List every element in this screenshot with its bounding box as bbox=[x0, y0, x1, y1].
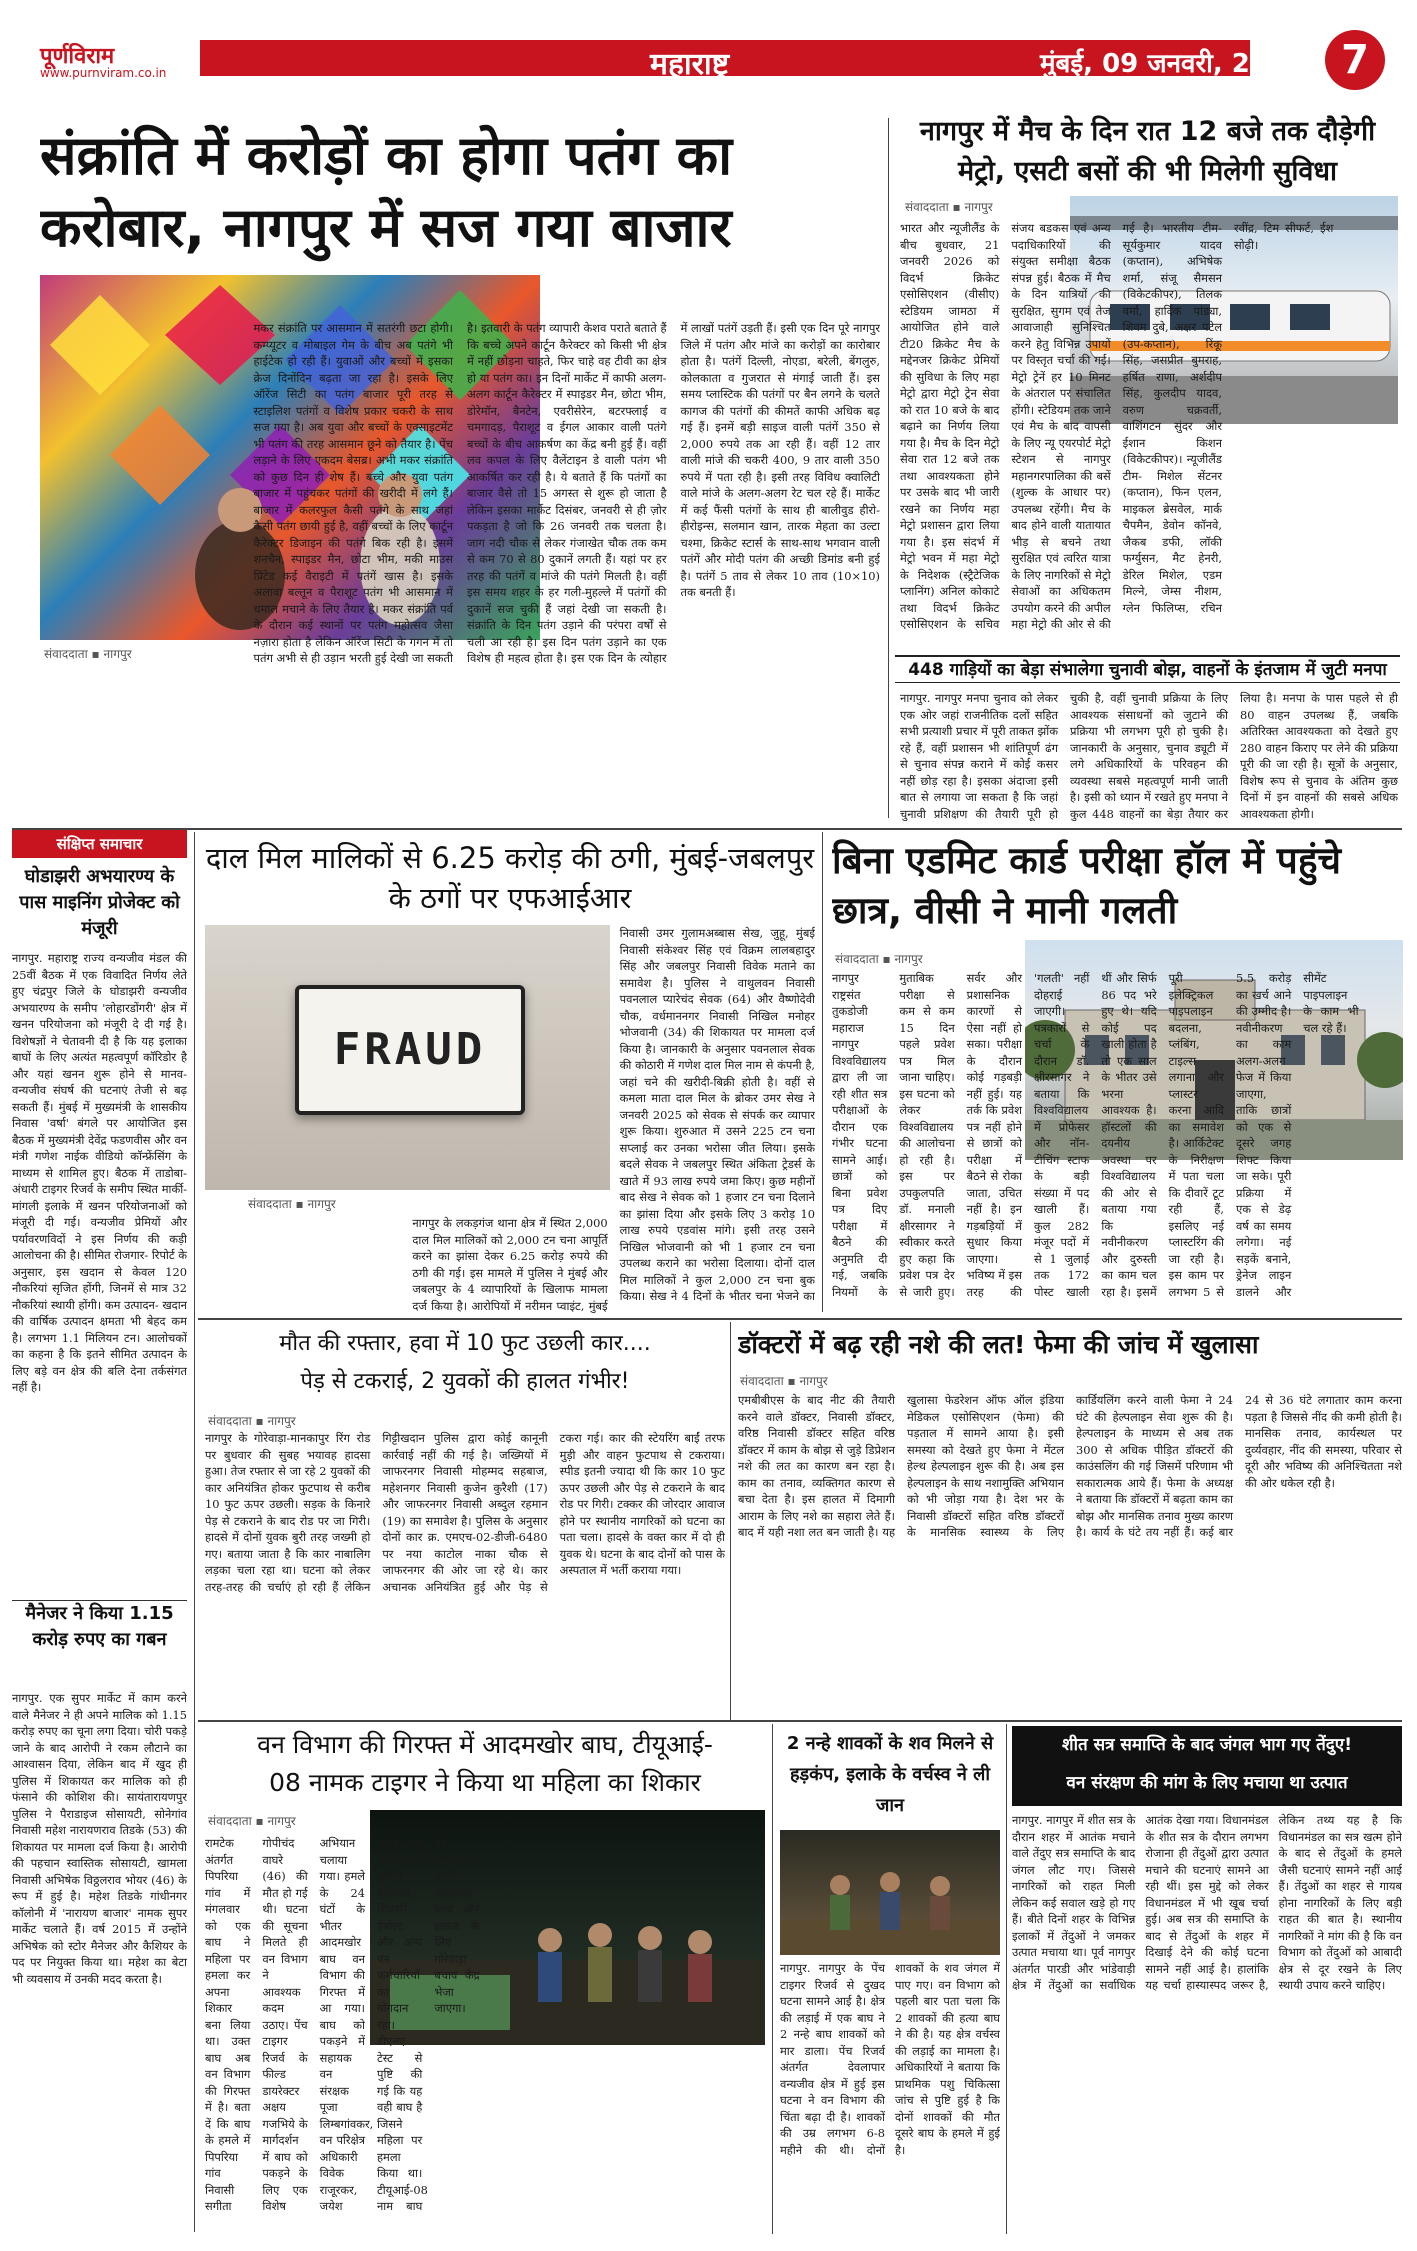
column-rule bbox=[888, 118, 889, 818]
admit-body-wrap bbox=[832, 970, 1402, 1310]
brand-url[interactable]: www.purnviram.co.in bbox=[40, 66, 167, 80]
column-rule-4 bbox=[772, 1724, 773, 2234]
kite-headline-line-1: संक्रांति में करोड़ों का होगा पतंग का bbox=[40, 124, 733, 187]
column-rule-3 bbox=[730, 1322, 731, 1722]
brief-body-1: नागपुर. महाराष्ट्र राज्य वन्यजीव मंडल की 25वीं बैठक में एक विवादित निर्णय लेते हुए चंद्रपुर जिले के घोडाझरी वन्यजीव अभयारण्य के समीप 'लोहारडोंगरी' क्षेत्र में खनन परियोजना को मंजूरी दे दी गई है। विशेषज्ञों ने चेतावनी दी है कि यह इलाका बाघों के लिए अत्यंत महत्वपूर्ण कॉरिडोर है और यहां खनन शुरू होने से मानव-वन्यजीव संघर्ष की घटनाएं तेजी से बढ़ सकती हैं। मुंबई में मुख्यमंत्री के शासकीय निवास 'वर्षा' बंगले पर आयोजित इस बैठक में मुख्यमंत्री देवेंद्र फडणवीस और वन मंत्री गणेश नाईक वीडियो कॉन्फ्रेंसिंग के माध्यम से शामिल हुए। बैठक में ताडोबा-अंधारी टाइगर रिजर्व के समीप स्थित मार्की-मांगली इलाके में खनन परियोजनाओं को मंजूरी दी गई। वन्यजीव प्रेमियों और पर्यावरणविदों ने इस निर्णय की कड़ी आलोचना की है। सीमित रोजगार- रिपोर्ट के अनुसार, इस खदान से केवल 120 नौकरियां सृजित होंगी, जिनमें से मात्र 32 नौकरियां स्थायी होंगी। कम उत्पादन- खदान की वार्षिक उत्पादन क्षमता भी बेहद कम है। लगभग 1.1 मिलियन टन। आलोचकों का कहना है कि इतने सीमित उत्पादन के लिए बड़े वन क्षेत्र की बलि देना तर्कसंगत नहीं है। bbox=[12, 951, 187, 1394]
car-headline-line-2: पेड़ से टकराई, 2 युवकों की हालत गंभीर! bbox=[300, 1369, 630, 1394]
section-rule-2 bbox=[198, 1318, 1402, 1320]
drugs-body: एमबीबीएस के बाद नीट की तैयारी करने वाले डॉक्टर, निवासी डॉक्टर, वरिष्ठ निवासी डॉक्टर सहित वरिष्ठ डॉक्टर में काम के बोझ से जुड़े डिप्रेशन नशे की लत का कारण बन रहा है। काम का तनाव, व्यक्तिगत कारण से बचा देता है। इस हालत में दिमागी आराम के लिए नशे का सहारा लेते हैं। बाद में यही नशा लत बन जाती है। यह खुलासा फेडरेशन ऑफ ऑल इंडिया मेडिकल एसोसिएशन (फेमा) की पड़ताल में सामने आया है। इसी समस्या को देखते हुए फेमा ने मेंटल हेल्थ हेल्पलाइन शुरू की है। अब इस हेल्पलाइन के साथ नशामुक्ति अभियान को भी जोड़ा गया है। देश भर के निवासी डॉक्टरों सहित वरिष्ठ डॉक्टरों के मानसिक स्वास्थ्य के लिए कार्डियलिंग करने वाली फेमा ने 24 घंटे की हेल्पलाइन सेवा शुरू की है। हेल्पलाइन के माध्यम से अब तक 300 से अधिक पीड़ित डॉक्टरों की काउंसलिंग की गई जिसमें परिणाम भी सकारात्मक आये हैं। फेमा के अध्यक्ष ने बताया कि डॉक्टरों में बढ़ता काम का बोझ और मानसिक तनाव मुख्य कारण है। कार्य के घंटे तय नहीं हैं। कई बार 24 से 36 घंटे लगातार काम करना पड़ता है जिससे नींद की कमी होती है। मानसिक तनाव, कार्यस्थल पर दुर्व्यवहार, नींद की समस्या, परिवार से दूरी और भविष्य की अनिश्चितता नशे की ओर धकेल रही है। bbox=[738, 1393, 1402, 1539]
metro-headline: नागपुर में मैच के दिन रात 12 बजे तक दौड़ेगी मेट्रो, एसटी बसों की भी मिलेगी सुविधा bbox=[919, 116, 1376, 187]
forest-body: नागपुर. नागपुर में शीत सत्र के दौरान शहर में आतंक मचाने वाले तेंदुए सत्र समाप्ति के बाद जंगल लौट गए। जिससे नागरिकों को राहत मिली लेकिन कई सवाल खड़े हो गए हैं। बीते दिनों शहर के विभिन्न इलाकों में तेंदुओं ने जमकर उत्पात मचाया था। पूर्व नागपुर अंतर्गत पारडी और भांडेवाड़ी क्षेत्र में तेंदुओं का सर्वाधिक आतंक देखा गया। विधानमंडल के शीत सत्र के दौरान लगभग रोजाना ही तेंदुओं द्वारा उत्पात मचाने की घटनाएं सामने आ रही थीं। इस मुद्दे को लेकर विधानमंडल में भी खूब चर्चा हुई। अब सत्र की समाप्ति के बाद से तेंदुओं के शहर में दिखाई देने की कोई घटना सामने नहीं आई है। हालांकि यह चर्चा हास्यास्पद जरूर है, लेकिन तथ्य यह है कि विधानमंडल का सत्र खत्म होने के बाद से तेंदुओं के हमले जैसी घटनाएं सामने नहीं आई हैं। तेंदुओं का शहर से गायब होना नागरिकों के लिए बड़ी राहत की बात है। स्थानीय नागरिकों ने मांग की है कि वन विभाग को तेंदुओं को आबादी क्षेत्र से दूर रखने के लिए स्थायी उपाय करने चाहिए। bbox=[1012, 1813, 1402, 1992]
admit-headline: बिना एडमिट कार्ड परीक्षा हॉल में पहुंचे छात्र, वीसी ने मानी गलती bbox=[832, 839, 1341, 932]
fraud-body: नागपुर के लकड़गंज थाना क्षेत्र में स्थित 2,000 दाल मिल मालिकों को 2,000 टन चना आपूर्ति करने का झांसा देकर 6.25 करोड़ रुपये की ठगी की गई। इस मामले में पुलिस ने मुंबई और जबलपुर के 4 व्यापारियों के खिलाफ मामला दर्ज किया है। आरोपियों में नरीमन प्वाइंट, मुंबई निवासी उमर गुलामअब्बास सेख, जुहू, मुंबई निवासी संकेश्वर सिंह एवं विक्रम लालबहादुर सिंह और जबलपुर निवासी विवेक मताने का समावेश है। पुलिस ने वाथुलवन निवासी पवनलाल प्यारेचंद सेवक (64) और वैष्णोदेवी चौक, वर्धमाननगर निवासी निखिल मनोहर भोजवानी (34) की शिकायत पर मामला दर्ज किया है। जानकारी के अनुसार पवनलाल सेवक की कोठारी में गणेश दाल मिल नाम से कंपनी है, जहां चने की खरीदी-बिक्री होती है। वहीं से कमला माता दाल मिल के ब्रोकर उमर सेख ने जनवरी 2025 को सेवक से संपर्क कर व्यापार शुरू किया। शुरुआत में उसने 225 टन चना सप्लाई कर उनका भरोसा जीत लिया। इसके बदले सेवक ने जबलपुर स्थित अंकिता ट्रेडर्स के खाते में 93 लाख रुपये जमा किए। कुछ महीनों बाद सेख ने सेवक को 1 हजार टन चना दिलाने का झांसा दिया और इसके लिए 3 करोड़ 10 लाख रुपये एडवांस मांगे। इसी तरह उसने निखिल भोजवानी को भी 1 हजार टन चना उपलब्ध कराने का भरोसा दिलाया। दोनों दाल मिल मालिकों ने कुल 2,000 टन चना बुक किया। सेख ने 4 दिनों के भीतर चना भेजने का bbox=[412, 926, 815, 1313]
fraud-body-wrap bbox=[205, 925, 815, 1320]
forest-body-wrap bbox=[1012, 1812, 1402, 2230]
cubs-photo-illustration bbox=[780, 1830, 1000, 1955]
drugs-byline: संवाददाता ▪ नागपुर bbox=[740, 1374, 828, 1388]
admit-byline: संवाददाता ▪ नागपुर bbox=[835, 952, 923, 966]
tiger-body: रामटेक अंतर्गत पिपरिया गांव में मंगलवार को एक बाघ ने महिला पर हमला कर अपना शिकार बना लिया था। उक्त बाघ अब वन विभाग की गिरफ्त में है। बता दें कि बाघ के हमले में पिपरिया गांव निवासी सगीता गोपीचंद वाघरे (46) की मौत हो गई थी। घटना की सूचना मिलते ही वन विभाग ने आवश्यक कदम उठाए। पेंच टाइगर रिजर्व के फील्ड डायरेक्टर अक्षय गजभिये के मार्गदर्शन में बाघ को पकड़ने के लिए एक विशेष अभियान चलाया गया। हमले के 24 घंटों के भीतर आदमखोर बाघ वन विभाग की गिरफ्त में आ गया। बाघ को पकड़ने में सहायक वन संरक्षक पूजा लिम्बगांवकर, वन परिक्षेत्र अधिकारी विवेक राजूरकर, जयेश तायडे, पशु चिकित्सक सुजीत कोलंगथ, शिकारी हेबोल्ट और अन्य वन कर्मचारियों का योगदान रहा। डीएनए टेस्ट से पुष्टि की गई कि यह वही बाघ है जिसने महिला पर हमला किया था। टीयूआई-08 नाम बाघ को पकड़कर अभी आवश्यक जांच और इलाज के लिए गोरेवाड़ा बचाव केंद्र भेजा जाएगा। bbox=[205, 1836, 480, 2213]
cubs-body-wrap bbox=[780, 1960, 1000, 2230]
page-number: 7 bbox=[1325, 30, 1385, 90]
fraud-headline: दाल मिल मालिकों से 6.25 करोड़ की ठगी, मुंबई-जबलपुर के ठगों पर एफआईआर bbox=[205, 841, 815, 915]
metro-byline: संवाददाता ▪ नागपुर bbox=[905, 200, 993, 214]
fraud-spacer-b bbox=[412, 925, 607, 1215]
car-headline-line-1: मौत की रफ्तार, हवा में 10 फुट उछली कार.... bbox=[279, 1331, 651, 1356]
section-rule bbox=[12, 828, 1402, 830]
tiger-headline-line-2: 08 नामक टाइगर ने किया था महिला का शिकार bbox=[269, 1768, 701, 1797]
kite-body: मकर संक्रांति पर आसमान में सतरंगी छटा होगी। कम्प्यूटर व मोबाइल गेम के बीच अब पतंगे भी हाईटेक हो रही हैं। युवाओं और बच्चों में इसका क्रेज दिनोंदिन बढ़ता जा रहा है। इसके लिए ऑरेंज सिटी का पतंग बाजार पूरी तरह से स्टाइलिश पतंगों व विशेष प्रकार चकरी के साथ सज गया है। अब युवा और बच्चों के एक्साइटमेंट भी पतंग की तरह आसमान छूने को तैयार है। पेंच लड़ाने के लिए एकदम बेसब्र। अभी मकर संक्रांति को कुछ दिन ही शेष हैं। बच्चे और युवा पतंग बाजार में पहुंचकर पतंगों की खरीदी में लगे हैं। बाजार में कलरफुल कैसी पतंगे के साथ जहां कैसी पतंग छायी हुई है, वहीं बच्चों के लिए कार्टून कैरेक्टर डिजाइन की पतंगे बिक रही है। इसमें शनचैन, स्पाइडर मैन, छोटा भीम, मकी माउस प्रिंटेड कई वैराइटी में पतंगें खास है। इसके अलावा बल्तून व पैराशूट पतंग भी आसमान में धमाल मचाने के लिए तैयार है। मकर संक्रांति पर्व के दौरान कई स्थानों पर पतंग महोत्सव जैसा नज़ारा होता है लेकिन ऑरेंज सिटी के गगन में तो पतंग अभी से ही उड़ान भरती हुई देखी जा सकती है। इतवारी के पतंग व्यापारी केशव पराते बताते हैं कि बच्चे अपने कार्टून कैरेक्टर को किसी भी क्षेत्र में नहीं छोड़ना चाहते, फिर चाहे वह टीवी का क्षेत्र हो या पतंग का। इन दिनों मार्केट में काफी अलग-अलग कार्टून कैरेक्टर में स्पाइडर मैन, छोटा भीम, डोरेमॉन, बैनटेन, एवरीसेरेन, बटरफ्लाई व चमगादड़, पैराशूट व ईगल आकार वाली पतंगे बच्चों के बीच आकर्षण का केंद्र बनी हुई हैं। वहीं लव कपल के लिए वैलेंटाइन डे वाली पतंग भी आकर्षित कर रही है। ये बताते हैं कि पतंगों का बाजार वैसे तो 15 अगस्त से शुरू हो जाता है लेकिन इसका मार्केट दिसंबर, जनवरी से ही ज़ोर पकड़ता है जो कि 26 जनवरी तक चलता है। जाग नदी चौक से लेकर गंजाखेत चौक तक कम से कम 70 से 80 दुकानें लगती हैं। यहां पर हर तरह की पतंगें व मांजे की पतंगे मिलती है। वहीं इस समय शहर के हर गली-मुहल्ले में पतंगों की दुकानें सज चुकी हैं जहां देखी जा सकती है। संक्रांति के दिन पतंग उड़ाने की परंपरा वर्षों से चली आ रही है। इस दिन पतंग उड़ाने का एक विशेष ही महत्व होता है। इस एक दिन के त्योहार में लाखों पतंगें उड़ती हैं। इसी एक दिन पूरे नागपुर जिले में पतंग और मांजे का करोड़ों का कारोबार होता है। पतंगें दिल्ली, नोएडा, बरेली, बेंगलुरु, कोलकाता व गुजरात से मंगाई जाती हैं। इस समय प्लास्टिक की पतंगों पर बैन लगने के चलते कागज की पतंगों की कीमतें काफी अधिक बढ़ गई हैं। इनमें बड़ी साइज वाली पतंगें 350 से 2,000 रुपये तक आ रही हैं। वहीं 12 तार वाली मांजे की चकरी 400, 9 तार वाली 350 रुपये में पता रही है। इसी तरह विविध क्वालिटी वाले मांजे के अलग-अलग रेट चल रहे हैं। मार्केट में कई फैंसी पतंगों के साथ ही बालीवुड हीरो-हीरोइन्स, सलमान खान, तारक मेहता का उल्टा चश्मा, क्रिकेट स्टार्स के साथ-साथ भगवान वाली पतंगें और मोदी पतंग की अच्छी डिमांड बनी हुई है। पतंगें 5 ताव से लेकर 10 ताव (10×10) तक बनती हैं। bbox=[253, 321, 880, 665]
kite-body-wrap bbox=[40, 320, 880, 825]
admit-body: नागपुर राष्ट्रसंत तुकडोजी महाराज नागपुर विश्वविद्यालय द्वारा ली जा रही शीत सत्र परीक्षाओं के दौरान एक गंभीर घटना सामने आई। छात्रों को बिना प्रवेश पत्र दिए परीक्षा में बैठने की अनुमति दी गई, जबकि नियमों के मुताबिक परीक्षा से कम से कम 15 दिन पहले प्रवेश पत्र मिल जाना चाहिए। इस घटना को लेकर विश्वविद्यालय की आलोचना हो रही है। इस पर उपकुलपति डॉ. मनाली क्षीरसागर ने स्वीकार करते हुए कहा कि प्रवेश पत्र देर से जारी हुए। सर्वर और प्रशासनिक कारणों से ऐसा नहीं हो सका। परीक्षा के दौरान कोई गड़बड़ी नहीं हुई। यह तर्क कि प्रवेश पत्र नहीं होने से छात्रों को परीक्षा में बैठने से रोका जाता, उचित नहीं है। इन गड़बड़ियों में सुधार किया जाएगा। भविष्य में इस तरह की 'गलती' नहीं दोहराई जाएगी। पत्रकारों से चर्चा के दौरान डॉ. क्षीरसागर ने बताया कि विश्वविद्यालय में प्रोफेसर और नॉन-टीचिंग स्टाफ के बड़ी संख्या में पद खाली हैं। कुल 282 मंजूर पदों में से 1 जुलाई तक 172 पोस्ट खाली थीं और सिर्फ 86 पद भरे हुए थे। यदि कोई पद खाली होता है तो एक साल के भीतर उसे भरना आवश्यक है। हॉस्टलों की दयनीय अवस्था पर विश्वविद्यालय की ओर से बताया गया कि नवीनीकरण और दुरुस्ती का काम चल रहा है। इसमें पूरी इलेक्ट्रिकल पाइपलाइन बदलना, प्लंबिंग, टाइल्स लगाना और प्लास्टर करना आदि का समावेश है। आर्किटेक्ट के निरीक्षण में पता चला कि दीवारें टूट रही हैं, इसलिए नई प्लास्टरिंग की जा रही है। इस काम पर लगभग 5 से 5.5 करोड़ का खर्च आने की उम्मीद है। नवीनीकरण का काम अलग-अलग फेज में किया जाएगा, ताकि छात्रों को एक से दूसरे जगह शिफ्ट किया जा सके। पूरी प्रक्रिया में एक से डेढ़ वर्ष का समय लगेगा। नई सड़कें बनाने, ड्रेनेज लाइन डालने और सीमेंट पाइपलाइन के काम भी चल रहे हैं। bbox=[832, 971, 1359, 1299]
cubs-photo bbox=[780, 1830, 1000, 1955]
car-body-wrap bbox=[205, 1430, 725, 1715]
tiger-byline: संवाददाता ▪ नागपुर bbox=[208, 1814, 296, 1828]
drugs-body-wrap bbox=[738, 1392, 1402, 1714]
brief-body-2: नागपुर. एक सुपर मार्केट में काम करने वाले मैनेजर ने ही अपने मालिक को 1.15 करोड़ रुपए का चूना लगा दिया। चोरी पकड़े जाने के बाद आरोपी ने रकम लौटाने का आश्वासन दिया, लेकिन बाद में खुद ही पुलिस में शिकायत कर मालिक को ही फंसाने की कोशिश की। सायंतारायणपुर पुलिस ने पैराडाइज सोसायटी, सोनेगांव निवासी महेश नारायणराव तिडके (53) की शिकायत पर मामला दर्ज किया है। आरोपी की पहचान स्वास्तिक सोसायटी, खामला निवासी अभिषेक विठ्ठलराव भोयर (46) के रूप में हुई है। महेश तिडके गांधीनगर कॉलोनी में 'नारायण बाजार' नामक सुपर मार्केट चलाते हैं। वर्ष 2015 में उन्होंने अभिषेक को स्टोर मैनेजर और कैशियर के पद पर नियुक्त किया था। महेश का बेटा भी व्यवसाय में उनकी मदद करता है। bbox=[12, 1691, 187, 1986]
tiger-photo-spacer bbox=[365, 1835, 765, 2047]
forest-headline-line-2: वन संरक्षण की मांग के लिए मचाया था उत्पात bbox=[1066, 1773, 1348, 1793]
cubs-headline: 2 नन्हे शावकों के शव मिलने से हड़कंप, इलाके के वर्चस्व ने ली जान bbox=[786, 1733, 994, 1816]
tiger-headline-line-1: वन विभाग की गिरफ्त में आदमखोर बाघ, टीयूआई- bbox=[257, 1730, 713, 1759]
brief-tag: संक्षिप्त समाचार bbox=[12, 830, 187, 858]
brief-column-rule bbox=[194, 832, 195, 2232]
metro-body-wrap bbox=[900, 220, 1398, 645]
dateline: मुंबई, 09 जनवरी, 2026 bbox=[1040, 49, 1305, 79]
vehicles-body-wrap bbox=[900, 690, 1398, 825]
fraud-spacer-a bbox=[205, 925, 400, 1215]
masthead bbox=[0, 0, 1417, 110]
section-title: महाराष्ट्र bbox=[650, 47, 730, 82]
vehicles-headline: 448 गाड़ियों का बेड़ा संभालेगा चुनावी बोझ, वाहनों के इंतजाम में जुटी मनपा bbox=[895, 655, 1400, 683]
brief-title-2: मैनेजर ने किया 1.15 करोड़ रुपए का गबन bbox=[12, 1600, 187, 1682]
forest-headline-line-1: शीत सत्र समाप्ति के बाद जंगल भाग गए तेंदुए! bbox=[1062, 1735, 1352, 1755]
section-rule-3 bbox=[198, 1720, 1402, 1722]
metro-body: भारत और न्यूजीलैंड के बीच बुधवार, 21 जनवरी 2026 को विदर्भ क्रिकेट एसोसिएशन (वीसीए) स्टेडियम जामठा में आयोजित होने वाले टी20 क्रिकेट मैच के मद्देनजर क्रिकेट प्रेमियों की सुविधा के लिए महा मेट्रो द्वारा मेट्रो ट्रेन सेवा को रात 10 बजे के बाद बढ़ाने का निर्णय लिया गया है। मैच के दिन मेट्रो सेवा रात 12 बजे तक तथा आवश्यकता होने पर उसके बाद भी जारी रखने का निर्णय महा मेट्रो प्रशासन द्वारा लिया गया है। इस संदर्भ में मेट्रो भवन में महा मेट्रो के निदेशक (स्ट्रैटेजिक प्लानिंग) अनिल कोकाटे तथा विदर्भ क्रिकेट एसोसिएशन के सचिव संजय बडकस एवं अन्य पदाधिकारियों की संयुक्त समीक्षा बैठक संपन्न हुई। बैठक में मैच के दिन यात्रियों की सुरक्षित, सुगम एवं तेज आवाजाही सुनिश्चित करने हेतु विभिन्न उपायों पर विस्तृत चर्चा की गई। मेट्रो ट्रेनें हर 10 मिनट के अंतराल पर संचालित होंगी। स्टेडियम तक जाने एवं मैच के बाद वापसी के लिए न्यू एयरपोर्ट मेट्रो स्टेशन से नागपुर महानगरपालिका की बसें (शुल्क के आधार पर) उपलब्ध रहेंगी। मैच के बाद होने वाली यातायात भीड़ से बचने तथा सुरक्षित एवं त्वरित यात्रा के लिए नागरिकों से मेट्रो सेवाओं का अधिकतम उपयोग करने की अपील महा मेट्रो की ओर से की गई है। भारतीय टीम- सूर्यकुमार यादव (कप्तान), अभिषेक शर्मा, संजू सैमसन (विकेटकीपर), तिलक वर्मा, हार्दिक पांड्या, शिवम दुबे, अक्षर पटेल (उप-कप्तान), रिंकू सिंह, जसप्रीत बुमराह, हर्षित राणा, अर्शदीप सिंह, कुलदीप यादव, वरुण चक्रवर्ती, वाशिंगटन सुंदर और ईशान किशन (विकेटकीपर)। न्यूजीलैंड टीम- मिशेल सेंटनर (कप्तान), फिन एलन, माइकल ब्रेसवेल, मार्क चैपमैन, डेवोन कॉनवे, जैकब डफी, लॉकी फर्ग्युसन, मैट हेनरी, डेरिल मिशेल, एडम मिल्ने, जेम्स नीशम, ग्लेन फिलिप्स, रचिन रवींद्र, टिम सीफर्ट, ईश सोढ़ी। bbox=[900, 221, 1334, 631]
car-headline bbox=[205, 1325, 725, 1405]
car-byline: संवाददाता ▪ नागपुर bbox=[208, 1414, 296, 1428]
brand-logo: पूर्णविराम bbox=[40, 44, 115, 69]
car-body: नागपुर के गोरेवाड़ा-मानकापुर रिंग रोड पर बुधवार की सुबह भयावह हादसा हुआ। तेज रफ्तार से जा रहे 2 युवकों की कार अनियंत्रित होकर फुटपाथ से करीब 10 फुट ऊपर उछली। सड़क के किनारे पेड़ से टकराने के बाद रोड पर जा गिरी। हादसे में दोनों युवक बुरी तरह जख्मी हो गए। बताया जाता है कि कार नाबालिग लड़का चला रहा था। घटना को लेकर तरह-तरह की चर्चाएं हो रही हैं लेकिन गिट्टीखदान पुलिस द्वारा कोई कानूनी कार्रवाई नहीं की गई है। जख्मियों में जाफरनगर निवासी मोहम्मद सहबाज, महेशनगर निवासी कुजेन कुरैशी (17) और जाफरनगर निवासी अब्दुल रहमान (19) का समावेश है। पुलिस के अनुसार दोनों कार क्र. एमएच-02-डीजी-6480 पर नया काटोल नाका चौक से जाफरनगर की ओर जा रहे थे। कार अचानक अनियंत्रित हुई और पेड़ से टकरा गई। कार की स्टेयरिंग बाईं तरफ मुड़ी और वाहन फुटपाथ से टकराया। स्पीड इतनी ज्यादा थी कि कार 10 फुट ऊपर उछली और पेड़ से टकराने के बाद रोड पर गिरी। टक्कर की जोरदार आवाज होने पर स्थानीय नागरिकों को घटना का पता चला। हादसे के वक्त कार में दो ही युवक थे। घटना के बाद दोनों को पास के अस्पताल में भर्ती कराया गया। bbox=[205, 1431, 725, 1594]
kite-photo-spacer bbox=[40, 320, 240, 670]
kite-byline: संवाददाता ▪ नागपुर bbox=[44, 647, 132, 661]
vehicles-body: नागपुर. नागपुर मनपा चुनाव को लेकर एक ओर जहां राजनीतिक दलों सहित सभी प्रत्याशी प्रचार में पूरी ताकत झोंक रहे हैं, वहीं प्रशासन भी शांतिपूर्ण ढंग से चुनाव संपन्न कराने में कोई कसर नहीं छोड़ रहा है। इसका अंदाजा इसी बात से लगाया जा सकता है कि जहां चुनावी प्रशिक्षण की तैयारी पूरी हो चुकी है, वहीं चुनावी प्रक्रिया के लिए आवश्यक संसाधनों को जुटाने की प्रक्रिया भी लगभग पूरी हो चुकी है। जानकारी के अनुसार, चुनाव ड्यूटी में लगे अधिकारियों के परिवहन की व्यवस्था सबसे महत्वपूर्ण मानी जाती है। इसी को ध्यान में रखते हुए मनपा ने कुल 448 वाहनों का बेड़ा तैयार कर लिया है। मनपा के पास पहले से ही 80 वाहन उपलब्ध हैं, जबकि अतिरिक्त आवश्यकता को देखते हुए 280 वाहन किराए पर लेने की प्रक्रिया पूरी की जा रही है। सूत्रों के अनुसार, विशेष रूप से चुनाव के अंतिम कुछ दिनों में इन वाहनों की सबसे अधिक आवश्यकता होगी। bbox=[900, 691, 1398, 821]
column-rule-5 bbox=[1006, 1724, 1007, 2234]
kite-headline-line-2: करोबार, नागपुर में सज गया बाजार bbox=[40, 196, 732, 259]
cubs-body: नागपुर. नागपुर के पेंच टाइगर रिजर्व से दुखद घटना सामने आई है। क्षेत्र की लड़ाई में एक बाघ ने 2 नन्हे बाघ शावकों को मार डाला। पेंच रिजर्व अंतर्गत देवलापार वन्यजीव क्षेत्र में हुई इस घटना ने वन विभाग की चिंता बढ़ा दी है। शावकों की उम्र लगभग 6-8 महीने की थी। दोनों शावकों के शव जंगल में पाए गए। वन विभाग को पहली बार पता चला कि 2 शावकों की हत्या बाघ ने की है। यह क्षेत्र वर्चस्व की लड़ाई का मामला है। अधिकारियों ने बताया कि प्राथमिक पशु चिकित्सा जांच से पुष्टि हुई है कि दोनों शावकों की मौत दूसरे बाघ के हमले में हुई है। bbox=[780, 1961, 1000, 2157]
brief-title-1: घोडाझरी अभयारण्य के पास माइनिंग प्रोजेक्ट को मंजूरी bbox=[19, 866, 180, 939]
drugs-headline: डॉक्टरों में बढ़ रही नशे की लत! फेमा की जांच में खुलासा bbox=[738, 1330, 1259, 1359]
tiger-headline bbox=[205, 1726, 765, 1806]
tiger-body-wrap bbox=[205, 1835, 765, 2230]
forest-headline-band bbox=[1012, 1726, 1402, 1806]
fraud-sign-text: FRAUD bbox=[333, 1024, 487, 1075]
fraud-byline: संवाददाता ▪ नागपुर bbox=[248, 1197, 336, 1211]
kite-headline bbox=[40, 120, 880, 270]
column-rule-2 bbox=[822, 832, 823, 1312]
